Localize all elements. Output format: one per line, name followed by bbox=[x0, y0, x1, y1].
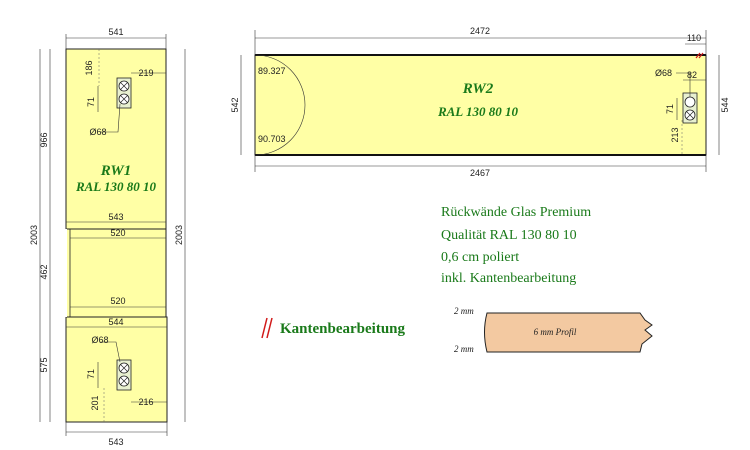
rw2-dim-corner: 110 bbox=[686, 33, 702, 43]
rw2-h: 71 bbox=[665, 103, 675, 115]
rw1-lower-dx: 216 bbox=[138, 397, 154, 407]
rw1-upper-dx: 219 bbox=[138, 68, 154, 78]
rw2-angle-bottom: 90.703 bbox=[258, 134, 286, 144]
rw1-title: RW1 bbox=[100, 163, 132, 179]
rw2-dx: 82 bbox=[686, 70, 698, 80]
rw2-dia: Ø68 bbox=[655, 68, 673, 78]
note-line-2: Qualität RAL 130 80 10 bbox=[441, 228, 577, 243]
rw1-lower-dia: Ø68 bbox=[91, 335, 109, 345]
edge-marker-icon bbox=[262, 318, 272, 338]
rw1-lower-h: 71 bbox=[86, 368, 96, 380]
rw1-dim-520-bottom: 520 bbox=[110, 296, 126, 306]
profile-top-mm: 2 mm bbox=[454, 306, 474, 316]
rw1-dim-right-total: 2003 bbox=[174, 224, 184, 246]
rw1-dim-left-total: 2003 bbox=[29, 224, 39, 246]
rw1-dim-543-bottom: 543 bbox=[108, 437, 124, 447]
rw1-dim-543-top: 543 bbox=[108, 212, 124, 222]
note-line-1: Rückwände Glas Premium bbox=[441, 205, 592, 220]
rw2-ral: RAL 130 80 10 bbox=[437, 104, 519, 119]
rw1-dim-lower: 575 bbox=[39, 357, 49, 373]
profile-label: 6 mm Profil bbox=[533, 327, 577, 337]
rw2-dy: 213 bbox=[670, 127, 680, 143]
rw1-dim-520-top: 520 bbox=[110, 228, 126, 238]
notes-block bbox=[441, 205, 591, 286]
rw1-upper-dy: 186 bbox=[84, 60, 94, 76]
profile-drawing bbox=[454, 306, 652, 354]
rw1-dim-upper: 966 bbox=[39, 132, 49, 148]
rw2-dim-right: 544 bbox=[720, 97, 730, 113]
rw2-dim-top: 2472 bbox=[469, 26, 491, 36]
rw1-dim-544: 544 bbox=[108, 317, 124, 327]
rw1-ral: RAL 130 80 10 bbox=[75, 179, 157, 194]
edge-legend-label: Kantenbearbeitung bbox=[280, 321, 406, 337]
note-line-4: inkl. Kantenbearbeitung bbox=[441, 271, 577, 286]
rw1-upper-h: 71 bbox=[86, 96, 96, 108]
rw2-angle-top: 89.327 bbox=[258, 66, 286, 76]
rw1-lower-dy: 201 bbox=[90, 395, 100, 411]
rw1-dim-top-width: 541 bbox=[108, 27, 124, 37]
rw2-title: RW2 bbox=[462, 81, 494, 97]
rw1-panel-group bbox=[29, 27, 185, 447]
rw1-dim-mid: 462 bbox=[39, 264, 49, 280]
rw2-panel-group bbox=[230, 26, 730, 178]
rw2-dim-left: 542 bbox=[230, 97, 240, 113]
rw2-dim-bottom: 2467 bbox=[469, 168, 491, 178]
profile-bottom-mm: 2 mm bbox=[454, 344, 474, 354]
socket-icon bbox=[685, 97, 695, 107]
rw1-upper-dia: Ø68 bbox=[89, 127, 107, 137]
edge-legend bbox=[262, 318, 406, 338]
note-line-3: 0,6 cm poliert bbox=[441, 250, 520, 265]
